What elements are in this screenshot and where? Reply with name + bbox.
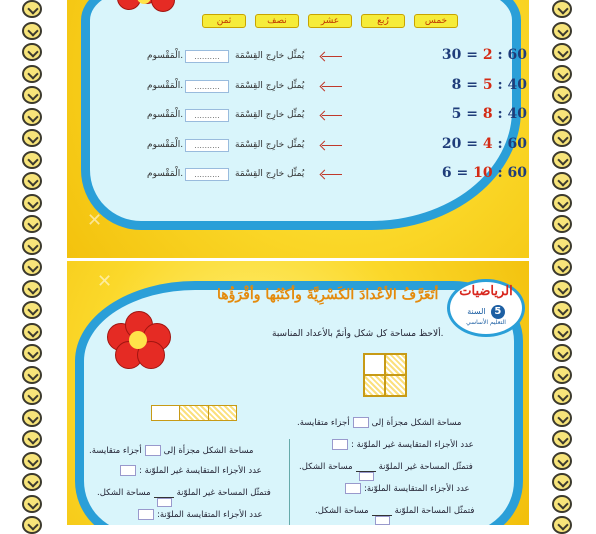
- year-number: 5: [491, 305, 505, 319]
- binding-ring: [552, 387, 572, 405]
- binding-ring: [552, 194, 572, 212]
- binding-ring: [22, 151, 42, 169]
- divisor: 10: [473, 165, 493, 181]
- binding-ring: [22, 215, 42, 233]
- binding-ring: [552, 237, 572, 255]
- binding-ring: [552, 86, 572, 104]
- binding-ring: [552, 258, 572, 276]
- uncolored-count-line: عدد الأجزاء المتقايسة غير الملوّنة :: [329, 439, 474, 450]
- binding-ring: [552, 409, 572, 427]
- area-parts-line: مساحة الشكل مجزأة إلىأجزاء متقايسة.: [89, 446, 254, 456]
- statement-tail: الْمَقْسوم.: [147, 80, 184, 91]
- binding-ring: [552, 323, 572, 341]
- sparkle-decoration: ✕: [87, 210, 103, 231]
- division-equation: 20 = 4 : 60: [441, 135, 527, 152]
- quotient: 6: [441, 165, 452, 181]
- word-tag[interactable]: ثمن: [202, 14, 246, 28]
- fraction-input[interactable]: [372, 505, 392, 516]
- binding-ring: [22, 280, 42, 298]
- binding-ring: [552, 452, 572, 470]
- statement-tail: الْمَقْسوم.: [147, 110, 184, 120]
- word-tag[interactable]: خمس: [414, 14, 458, 28]
- division-row: [147, 47, 527, 66]
- binding-ring: [22, 452, 42, 470]
- binding-ring: [552, 151, 572, 169]
- fraction-input[interactable]: [356, 461, 376, 472]
- answer-box[interactable]: [345, 483, 361, 494]
- uncolored-count-line: عدد الأجزاء المتقايسة غير الملوّنة :: [117, 465, 262, 476]
- dividend: 40: [507, 106, 527, 122]
- lesson-title: أتَعَرَّفُ الأعْدادَ الكَسْرِيَّةَ وأكتُبُها وأقْرَؤُها: [217, 287, 439, 303]
- binding-ring: [22, 22, 42, 40]
- binding-ring: [22, 172, 42, 190]
- binding-ring: [22, 323, 42, 341]
- division-equation: 30 = 2 : 60: [441, 47, 527, 63]
- binding-ring: [552, 366, 572, 384]
- dividend: 60: [507, 47, 527, 63]
- arrow-icon: [322, 145, 342, 146]
- binding-ring: [552, 495, 572, 513]
- answer-blank[interactable]: ..........: [185, 109, 229, 122]
- binding-ring: [22, 387, 42, 405]
- statement-tail: الْمَقْسوم.: [147, 169, 184, 179]
- word-tag[interactable]: نصف: [255, 14, 299, 28]
- arrow-icon: [322, 56, 342, 57]
- arrow-icon: [322, 174, 342, 175]
- statement-text: يُمثِّل خارِج القِسْمَة: [235, 139, 305, 150]
- division-equation: 6 = 10 : 60: [441, 165, 527, 181]
- binding-ring: [552, 108, 572, 126]
- subject-name: الرياضيات: [459, 284, 513, 299]
- quotient: 8: [451, 76, 462, 93]
- binding-ring: [552, 344, 572, 362]
- division-row: [147, 106, 527, 125]
- uncolored-fraction-line: فتمثّل المساحة غير الملوّنةمساحة الشكل.: [97, 488, 271, 498]
- binding-ring: [22, 258, 42, 276]
- binding-ring: [552, 0, 572, 18]
- binding-ring: [22, 0, 42, 18]
- binding-ring: [22, 86, 42, 104]
- binding-ring: [22, 495, 42, 513]
- dividend: 60: [507, 165, 527, 181]
- spiral-binding-left: [20, 0, 46, 525]
- statement-text: يُمثِّل خارِج القِسْمَة: [235, 110, 305, 120]
- rectangle-shape-divided: [151, 405, 237, 421]
- binding-ring: [552, 516, 572, 534]
- colored-count-line: عدد الأجزاء المتقايسة الملوّنة:: [135, 509, 263, 520]
- binding-ring: [22, 194, 42, 212]
- binding-ring: [22, 108, 42, 126]
- binding-ring: [22, 366, 42, 384]
- divisor: 4: [482, 135, 493, 152]
- answer-blank[interactable]: ..........: [185, 80, 229, 93]
- quotient: 5: [451, 106, 462, 122]
- binding-ring: [22, 301, 42, 319]
- spiral-binding-right: [550, 0, 576, 525]
- answer-box[interactable]: [120, 465, 136, 476]
- dividend: 40: [507, 76, 527, 93]
- answer-box[interactable]: [353, 417, 369, 428]
- division-equation: 8 = 5 : 40: [451, 76, 527, 93]
- binding-ring: [552, 129, 572, 147]
- division-row: [147, 135, 527, 155]
- instruction-text: ألاحظ مساحة كل شكل وأتمّ بالأعداد المناسبة.: [272, 329, 444, 339]
- column-divider: [289, 439, 290, 525]
- colored-count-line: عدد الأجزاء المتقايسة الملوّنة:: [342, 483, 470, 494]
- statement-tail: الْمَقْسوم.: [147, 51, 184, 61]
- binding-ring: [22, 65, 42, 83]
- binding-ring: [552, 430, 572, 448]
- worksheet-page-top: [67, 0, 529, 258]
- binding-ring: [552, 43, 572, 61]
- uncolored-fraction-line: فتمثّل المساحة غير الملوّنةمساحة الشكل.: [299, 462, 473, 472]
- colored-fraction-line: فتمثّل المساحة الملوّنةمساحة الشكل.: [315, 506, 475, 516]
- arrow-icon: [322, 115, 342, 116]
- statement-text: يُمثِّل خارِج القِسْمَة: [235, 169, 305, 179]
- quotient: 30: [441, 47, 462, 63]
- level-label: التعليم الأساسي: [466, 319, 506, 326]
- division-row: [147, 165, 527, 184]
- statement-text: يُمثِّل خارِج القِسْمَة: [235, 51, 305, 61]
- divisor: 2: [482, 47, 493, 63]
- worksheet-page-bottom: [67, 261, 529, 525]
- binding-ring: [22, 43, 42, 61]
- fraction-input[interactable]: [154, 487, 174, 498]
- divisor: 5: [482, 76, 493, 93]
- arrow-icon: [322, 86, 342, 87]
- answer-box[interactable]: [332, 439, 348, 450]
- statement-text: يُمثِّل خارِج القِسْمَة: [235, 80, 305, 91]
- divisor: 8: [482, 106, 493, 122]
- binding-ring: [552, 473, 572, 491]
- binding-ring: [552, 65, 572, 83]
- binding-ring: [22, 237, 42, 255]
- binding-ring: [552, 172, 572, 190]
- binding-ring: [22, 409, 42, 427]
- division-equation: 5 = 8 : 40: [451, 106, 527, 122]
- subject-badge: [447, 279, 525, 337]
- binding-ring: [22, 516, 42, 534]
- area-parts-line: مساحة الشكل مجزأة إلىأجزاء متقايسة.: [297, 418, 462, 428]
- answer-blank[interactable]: ..........: [185, 139, 229, 152]
- binding-ring: [22, 344, 42, 362]
- quotient: 20: [441, 135, 462, 152]
- binding-ring: [552, 301, 572, 319]
- statement-tail: الْمَقْسوم.: [147, 139, 184, 150]
- answer-box[interactable]: [145, 445, 161, 456]
- binding-ring: [22, 129, 42, 147]
- answer-blank[interactable]: ..........: [185, 168, 229, 181]
- binding-ring: [22, 430, 42, 448]
- answer-blank[interactable]: ..........: [185, 50, 229, 63]
- division-row: [147, 76, 527, 96]
- year-label: السنة: [467, 307, 486, 316]
- dividend: 60: [507, 135, 527, 152]
- sparkle-decoration: ✕: [97, 271, 113, 292]
- binding-ring: [22, 473, 42, 491]
- binding-ring: [552, 22, 572, 40]
- word-tag[interactable]: عشر: [308, 14, 352, 28]
- word-tag[interactable]: رُبع: [361, 14, 405, 28]
- binding-ring: [552, 215, 572, 233]
- binding-ring: [552, 280, 572, 298]
- square-shape-divided: [363, 353, 407, 397]
- answer-box[interactable]: [138, 509, 154, 520]
- fraction-word-bank: [202, 14, 458, 28]
